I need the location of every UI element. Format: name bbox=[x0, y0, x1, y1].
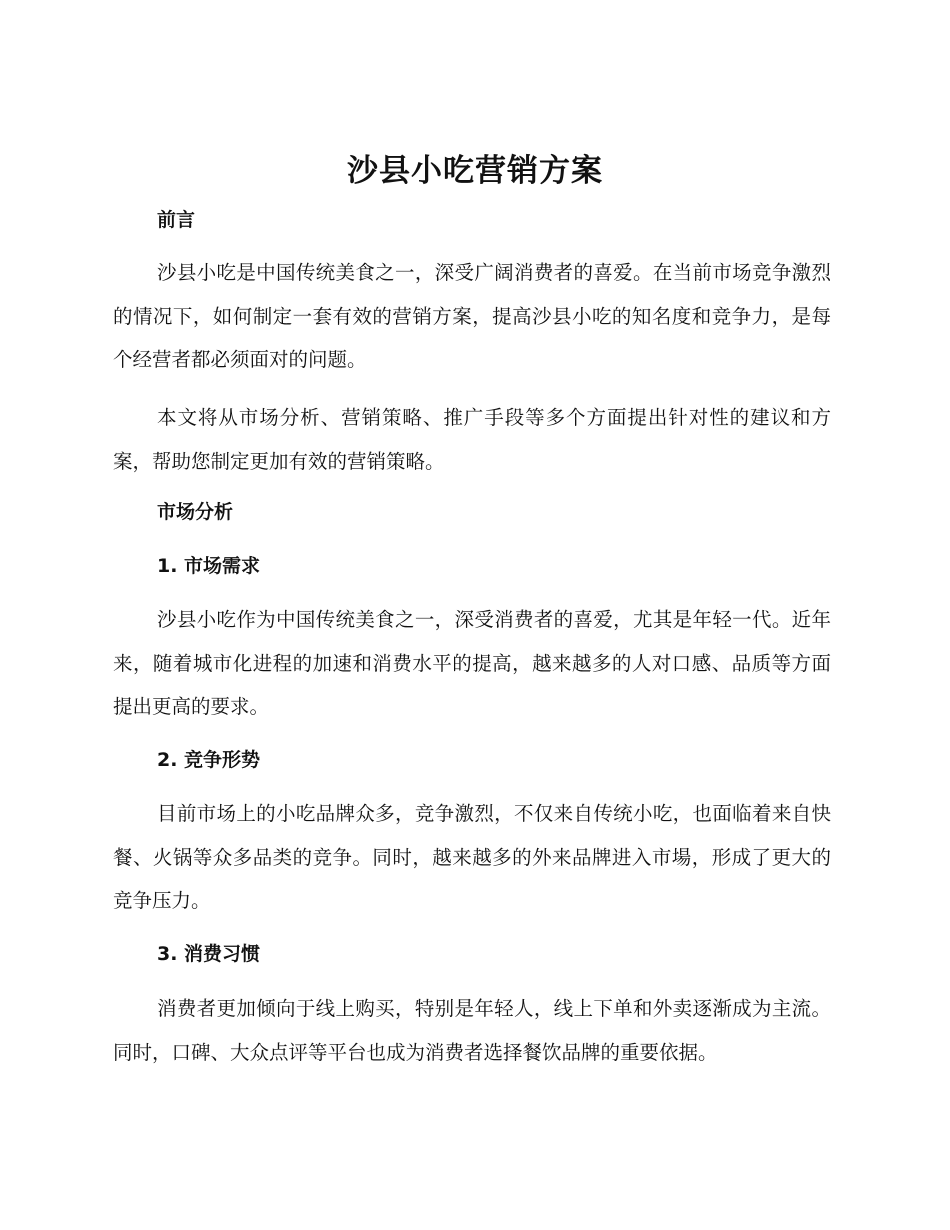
paragraph-preface-2: 本文将从市场分析、营销策略、推广手段等多个方面提出针对性的建议和方案，帮助您制定更加有效的营销策略。 bbox=[113, 406, 831, 473]
paragraph-consumer-habits: 消费者更加倾向于线上购买，特别是年轻人，线上下单和外卖逐渐成为主流。同时，口碑、大众点评等平台也成为消费者选择餐饮品牌的重要依据。 bbox=[113, 997, 831, 1064]
paragraph-competition: 目前市场上的小吃品牌众多，竞争激烈，不仅来自传统小吃，也面临着来自快餐、火锅等众多品类的竞争。同时，越来越多的外来品牌进入市場，形成了更大的竞争压力。 bbox=[113, 802, 831, 912]
section-heading-preface: 前言 bbox=[157, 209, 196, 231]
document-title: 沙县小吃营销方案 bbox=[347, 153, 603, 189]
subsection-heading-competition: 2. 竞争形势 bbox=[157, 749, 261, 771]
paragraph-preface-1: 沙县小吃是中国传统美食之一，深受广阔消费者的喜爱。在当前市场竞争激烈的情况下，如何制定一套有效的营销方案，提高沙县小吃的知名度和竞争力，是每个经营者都必须面对的问题。 bbox=[113, 261, 831, 371]
section-heading-market-analysis: 市场分析 bbox=[157, 501, 234, 523]
paragraph-market-demand: 沙县小吃作为中国传统美食之一，深受消费者的喜爱，尤其是年轻一代。近年来，随着城市化进程的加速和消费水平的提高，越来越多的人对口感、品质等方面提出更高的要求。 bbox=[113, 608, 831, 718]
subsection-heading-consumer-habits: 3. 消费习惯 bbox=[157, 943, 261, 965]
subsection-heading-market-demand: 1. 市场需求 bbox=[157, 555, 261, 577]
